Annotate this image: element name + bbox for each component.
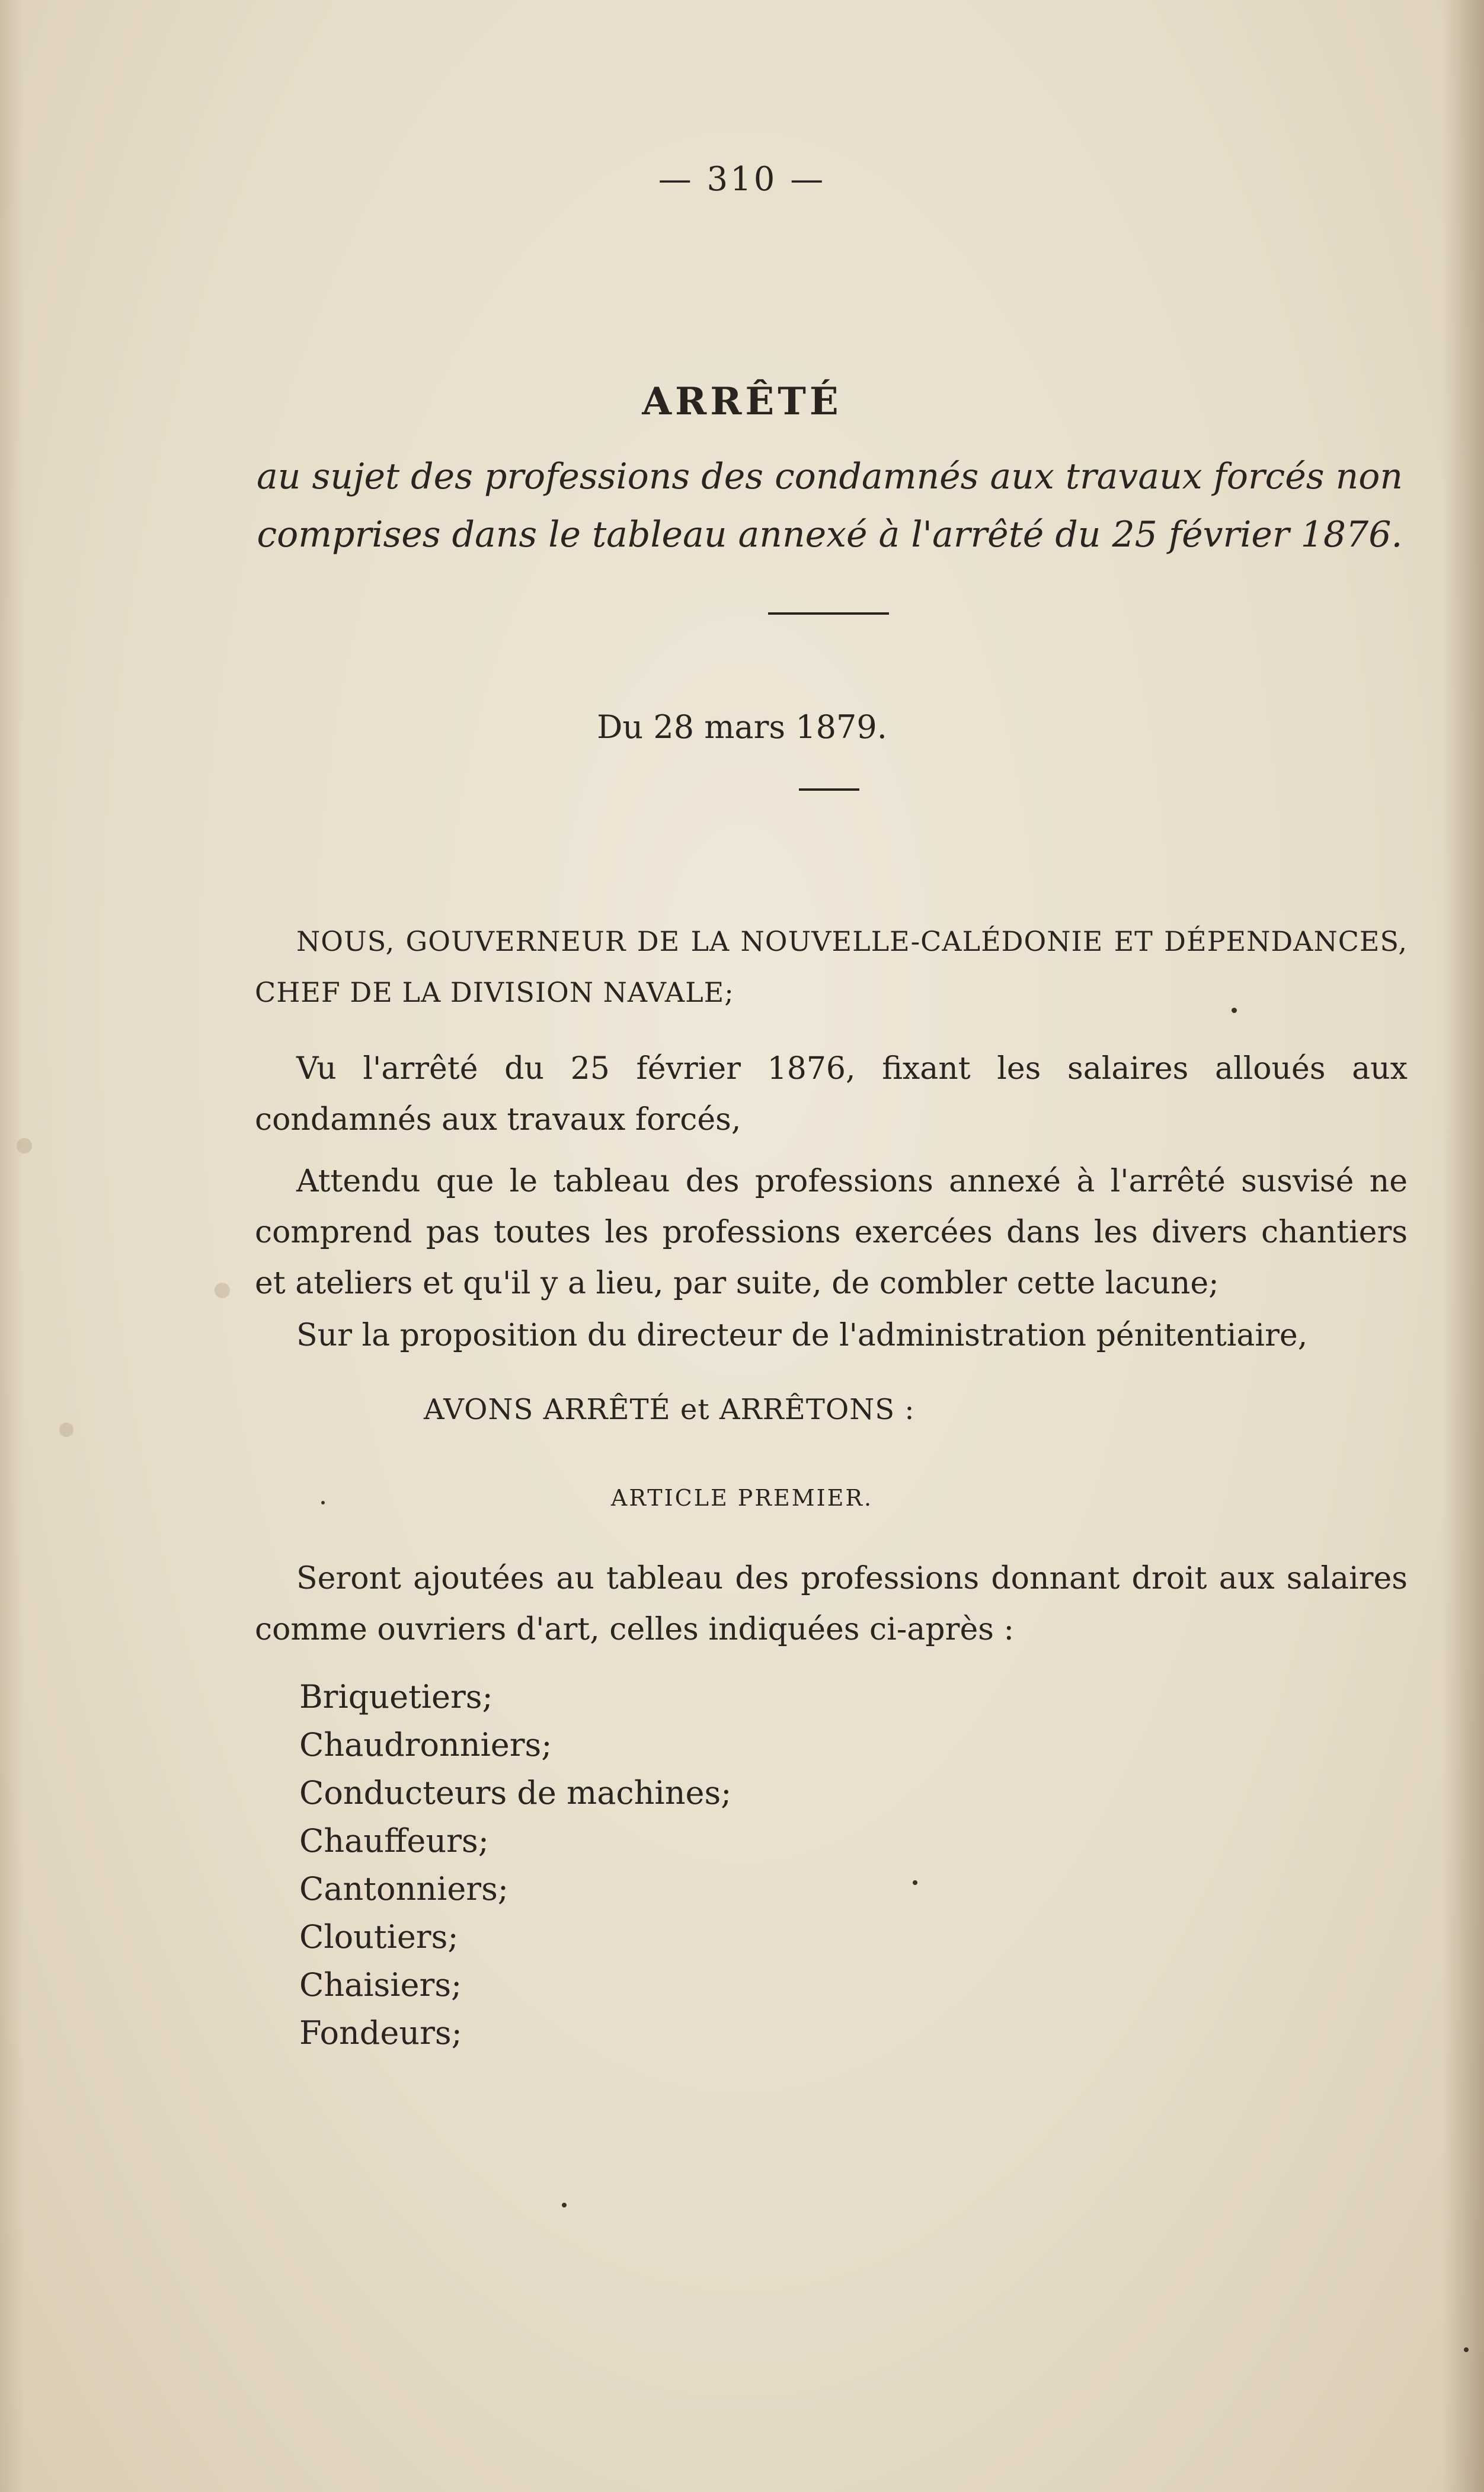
title-divider [768,612,889,615]
seront-paragraph: Seront ajoutées au tableau des professions donnant droit aux salaires comme ouvriers d'art, celles indiquées ci-après : [255,1561,1408,1647]
document-subtitle: au sujet des professions des condamnés aux travaux forcés non comprises dans le tableau annexé à l'arrêté du 25 février 1876. [256,456,1403,555]
list-item: Chaisiers; [299,1966,462,2004]
list-item: Chaudronniers; [299,1726,552,1763]
paper-speck [562,2203,567,2207]
list-item: Conducteurs de machines; [299,1774,732,1812]
paper-speck [1464,2347,1469,2352]
list-item: Briquetiers; [299,1678,493,1715]
sur-paragraph: Sur la proposition du directeur de l'administration pénitentiaire, [296,1318,1308,1353]
document-title: ARRÊTÉ [642,379,842,424]
list-item: Fondeurs; [299,2014,462,2052]
document-date: Du 28 mars 1879. [597,708,887,746]
list-item: Cantonniers; [299,1870,509,1908]
attendu-paragraph: Attendu que le tableau des professions annexé à l'arrêté susvisé ne comprend pas toutes les professions exercées dans les divers chantiers et ateliers et qu'il y a lieu, par suite, de combler cette lacune; [255,1164,1408,1301]
paper-stain [215,1283,230,1298]
paper-speck [913,1880,917,1885]
paper-stain [59,1423,73,1437]
paper-speck [321,1501,325,1504]
professions-list [299,1673,731,2057]
list-item: Cloutiers; [299,1918,459,1956]
preamble-paragraph: NOUS, GOUVERNEUR DE LA NOUVELLE-CALÉDONIE ET DÉPENDANCES, CHEF DE LA DIVISION NAVALE; [255,925,1408,1008]
article-heading: ARTICLE PREMIER. [610,1485,874,1511]
avons-arrete-line: AVONS ARRÊTÉ et ARRÊTONS : [424,1393,915,1426]
date-divider [799,788,859,791]
page-left-shadow [0,0,24,2492]
list-item: Chauffeurs; [299,1822,489,1860]
page-number: — 310 — [658,160,826,199]
page-right-shadow [1443,0,1484,2492]
vu-paragraph: Vu l'arrêté du 25 février 1876, fixant les salaires alloués aux condamnés aux travaux forcés, [255,1051,1408,1138]
paper-stain [17,1138,32,1154]
paper-speck [1232,1008,1237,1013]
